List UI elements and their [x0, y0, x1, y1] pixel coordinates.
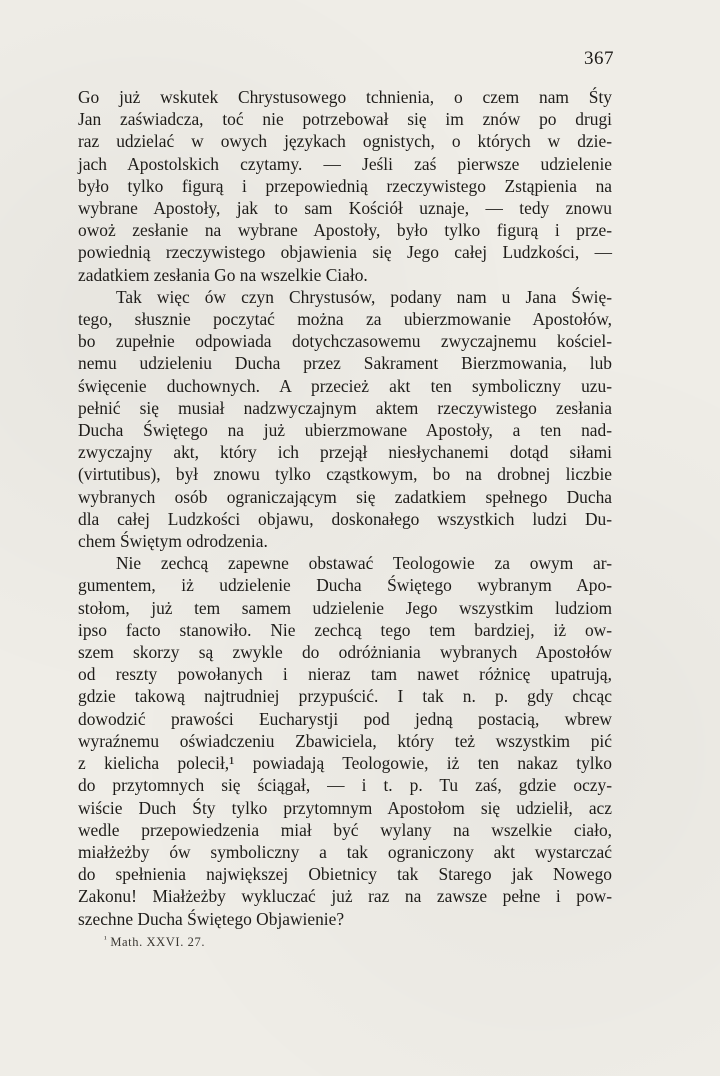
- text-line: owoż zesłanie na wybrane Apostoły, było tylko figurą i prze-: [78, 220, 612, 241]
- body-text: [78, 86, 612, 930]
- text-line: gumentem, iż udzielenie Ducha Świętego wybranym Apo-: [78, 575, 612, 596]
- text-line: wybrane Apostoły, jak to sam Kościół uznaje, — tedy znowu: [78, 198, 612, 219]
- text-line: gdzie takową najtrudniej przypuścić. I tak n. p. gdy chcąc: [78, 686, 612, 707]
- text-line: (virtutibus), był znowu tylko cząstkowym, bo na drobnej liczbie: [78, 464, 612, 485]
- text-line: zadatkiem zesłania Go na wszelkie Ciało.: [78, 264, 368, 285]
- text-line: święcenie duchownych. A przecież akt ten symboliczny uzu-: [78, 375, 612, 396]
- footnote-mark: ¹: [104, 934, 108, 944]
- text-line: dowodzić prawości Eucharystji pod jedną postacią, wbrew: [78, 708, 612, 729]
- text-line: miałżeżby ów symboliczny a tak ograniczony akt wystarczać: [78, 841, 612, 862]
- text-line: wedle przepowiedzenia miał być wylany na wszelkie ciało,: [78, 819, 612, 840]
- text-line: wyraźnemu oświadczeniu Zbawiciela, który też wszystkim pić: [78, 730, 612, 751]
- text-line: zwyczajny akt, który ich przejął niesłychanemi dotąd siłami: [78, 442, 612, 463]
- footnote: [104, 934, 205, 950]
- text-line: raz udzielać w owych językach ognistych, o których w dzie-: [78, 131, 612, 152]
- text-line: nemu udzieleniu Ducha przez Sakrament Bierzmowania, lub: [78, 353, 612, 374]
- text-line: ipso facto stanowiło. Nie zechcą tego tem bardziej, iż ow-: [78, 619, 612, 640]
- text-line: było tylko figurą i przepowiednią rzeczywistego Zstąpienia na: [78, 175, 612, 196]
- text-line: od reszty powołanych i nieraz tam nawet różnicę upatrują,: [78, 664, 612, 685]
- text-line: chem Świętym odrodzenia.: [78, 531, 268, 552]
- text-line: Jan zaświadcza, toć nie potrzebował się im znów po drugi: [78, 109, 612, 130]
- text-line: wiście Duch Śty tylko przytomnym Apostołom się udzielił, acz: [78, 797, 612, 818]
- text-line: Ducha Świętego na już ubierzmowane Apostoły, a ten nad-: [78, 420, 612, 441]
- text-line: powiednią rzeczywistego objawienia się Jego całej Ludzkości, —: [78, 242, 612, 263]
- text-line: wybranych osób ograniczającym się zadatkiem spełnego Ducha: [78, 486, 612, 507]
- text-line: pełnić się musiał nadzwyczajnym aktem rzeczywistego zesłania: [78, 397, 612, 418]
- text-line: jach Apostolskich czytamy. — Jeśli zaś pierwsze udzielenie: [78, 153, 612, 174]
- page-number: 367: [584, 48, 614, 69]
- text-line: Zakonu! Miałżeżby wykluczać już raz na zawsze pełne i pow-: [78, 886, 612, 907]
- footnote-text: Math. XXVI. 27.: [110, 935, 206, 949]
- text-line: szechne Ducha Świętego Objawienie?: [78, 908, 345, 929]
- text-line: tego, słusznie poczytać można za ubierzmowanie Apostołów,: [78, 309, 612, 330]
- text-line: do spełnienia największej Obietnicy tak Starego jak Nowego: [78, 864, 612, 885]
- text-line: Go już wskutek Chrystusowego tchnienia, o czem nam Śty: [78, 87, 612, 107]
- text-line: stołom, już tem samem udzielenie Jego wszystkim ludziom: [78, 597, 612, 618]
- text-line: szem skorzy są zwykle do odróżniania wybranych Apostołów: [78, 642, 612, 663]
- text-line: do przytomnych się ściągał, — i t. p. Tu zaś, gdzie oczy-: [78, 775, 612, 796]
- text-line: Nie zechcą zapewne obstawać Teologowie za owym ar-: [116, 553, 612, 574]
- text-line: Tak więc ów czyn Chrystusów, podany nam u Jana Świę-: [116, 286, 612, 307]
- text-line: dla całej Ludzkości objawu, doskonałego wszystkich ludzi Du-: [78, 508, 612, 529]
- text-line: bo zupełnie odpowiada dotychczasowemu zwyczajnemu kościel-: [78, 331, 612, 352]
- text-line: z kielicha polecił,¹ powiadają Teologowie, iż ten nakaz tylko: [78, 753, 612, 774]
